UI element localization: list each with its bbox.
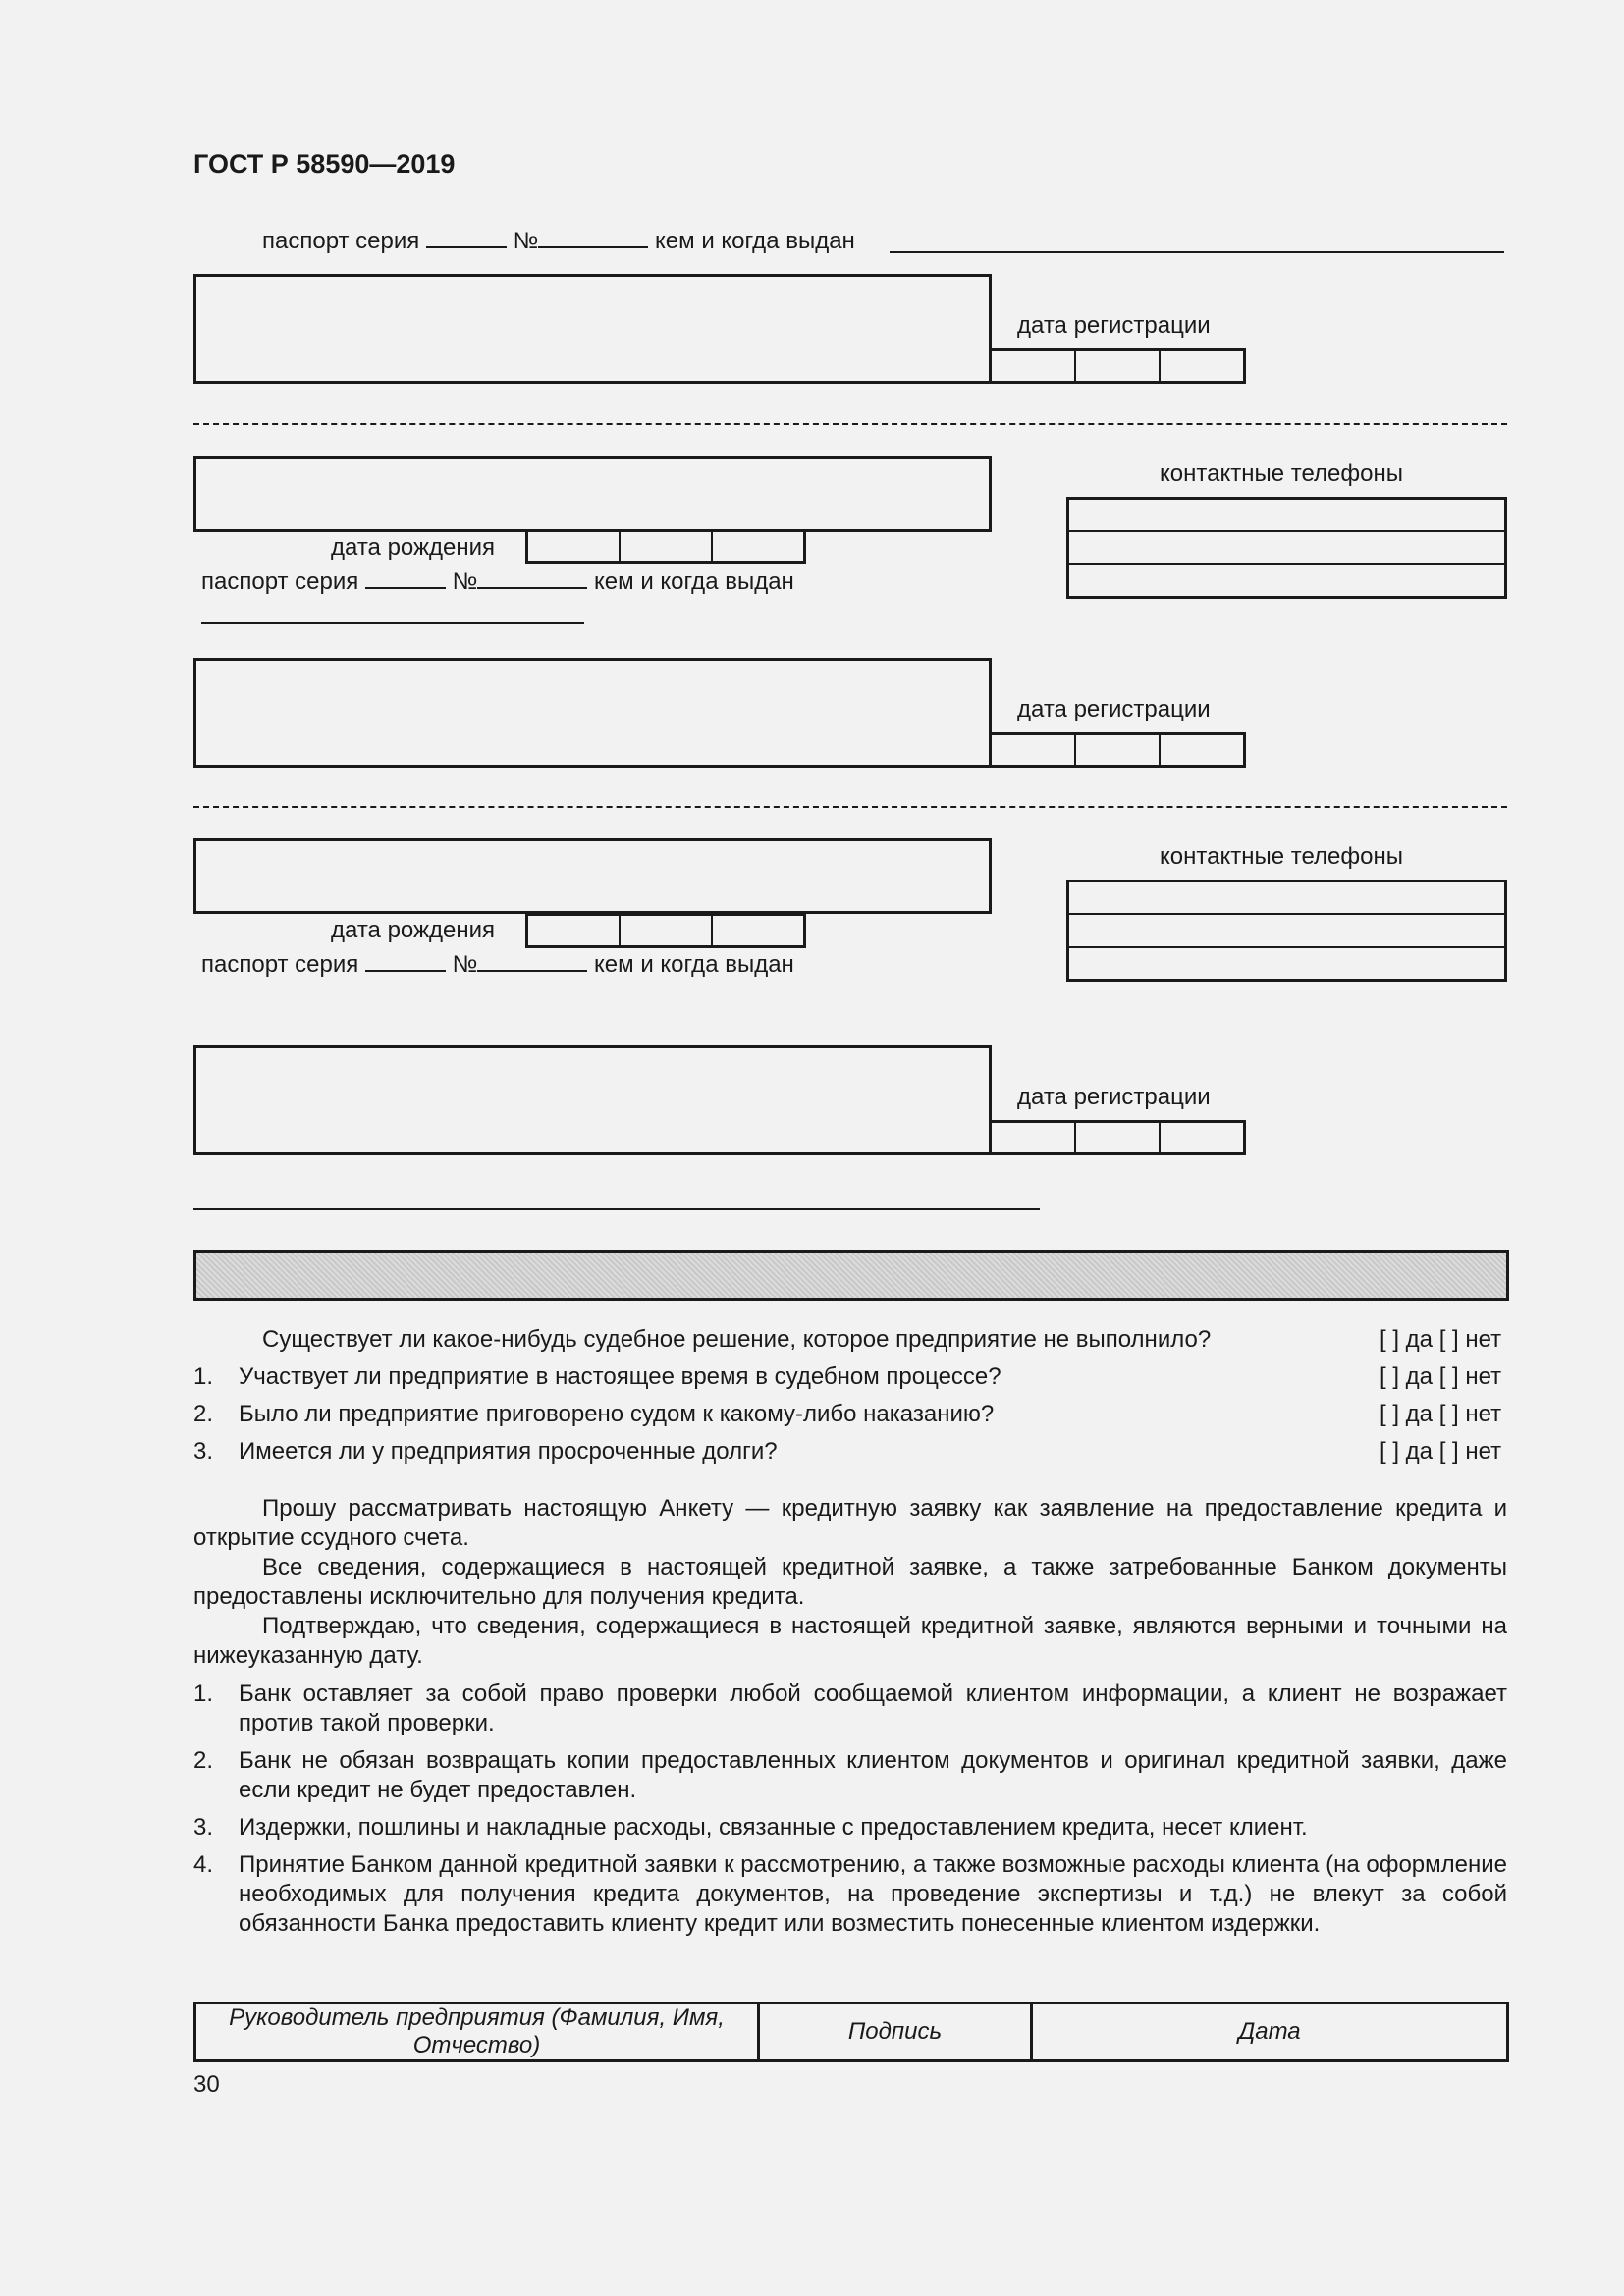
statement-list-item bbox=[193, 1813, 1507, 1842]
registration-date-label: дата регистрации bbox=[1017, 696, 1211, 722]
answer-yes-no[interactable]: [ ] да [ ] нет bbox=[1380, 1438, 1502, 1465]
passport-issued-label: кем и когда выдан bbox=[594, 951, 794, 978]
passport-issued-label: кем и когда выдан bbox=[655, 228, 855, 254]
registration-date-cells[interactable] bbox=[989, 348, 1246, 384]
passport-line bbox=[262, 227, 855, 255]
shaded-section-header bbox=[193, 1250, 1509, 1301]
signature-date-cell[interactable]: Дата bbox=[1032, 2003, 1508, 2061]
passport-line bbox=[201, 567, 794, 596]
statement-list-item bbox=[193, 1746, 1507, 1805]
question-number: 3. bbox=[193, 1438, 214, 1465]
passport-issued-field[interactable] bbox=[201, 622, 584, 624]
registration-date-label: дата регистрации bbox=[1017, 1084, 1211, 1110]
contact-phones-label: контактные телефоны bbox=[1160, 460, 1403, 487]
passport-number-field[interactable] bbox=[477, 950, 587, 972]
birth-date-label: дата рождения bbox=[331, 534, 496, 561]
statement-list-item bbox=[193, 1680, 1507, 1738]
list-number: 4. bbox=[193, 1851, 214, 1878]
passport-number-field[interactable] bbox=[538, 227, 648, 248]
passport-series-field[interactable] bbox=[365, 950, 446, 972]
question-text: Участвует ли предприятие в настоящее время в судебном процессе? bbox=[239, 1363, 1001, 1390]
list-text: Издержки, пошлины и накладные расходы, связанные с предоставлением кредита, несет клиент. bbox=[239, 1814, 1308, 1841]
document-code: ГОСТ Р 58590—2019 bbox=[193, 149, 456, 179]
signature-sign-cell[interactable]: Подпись bbox=[759, 2003, 1032, 2061]
list-number: 3. bbox=[193, 1814, 214, 1841]
name-box[interactable] bbox=[193, 838, 992, 914]
statement-paragraph: Прошу рассматривать настоящую Анкету — кредитную заявку как заявление на предоставление кредита и открытие ссудного счета. bbox=[193, 1495, 1507, 1551]
birth-date-cells[interactable] bbox=[525, 529, 806, 564]
passport-number-label: № bbox=[452, 568, 478, 595]
passport-number-field[interactable] bbox=[477, 567, 587, 589]
list-text: Банк оставляет за собой право проверки любой сообщаемой клиентом информации, а клиент не возражает против такой проверки. bbox=[239, 1681, 1507, 1736]
contact-phones-table[interactable] bbox=[1066, 880, 1507, 982]
passport-series-label: паспорт серия bbox=[201, 951, 359, 978]
passport-number-label: № bbox=[452, 951, 478, 978]
passport-series-field[interactable] bbox=[365, 567, 446, 589]
contact-phones-label: контактные телефоны bbox=[1160, 843, 1403, 870]
statement-paragraph: Подтверждаю, что сведения, содержащиеся в настоящей кредитной заявке, являются верными и точными на нижеуказанную дату. bbox=[193, 1613, 1507, 1669]
address-box[interactable] bbox=[193, 658, 992, 768]
section-divider bbox=[193, 806, 1507, 808]
signature-head-cell[interactable]: Руководитель предприятия (Фамилия, Имя, Отчество) bbox=[195, 2003, 759, 2061]
birth-date-cells[interactable] bbox=[525, 913, 806, 948]
list-text: Банк не обязан возвращать копии предоставленных клиентом документов и оригинал кредитной заявки, даже если кредит не будет предоставлен. bbox=[239, 1747, 1507, 1803]
contact-phones-table[interactable] bbox=[1066, 497, 1507, 599]
registration-date-cells[interactable] bbox=[989, 1120, 1246, 1155]
signature-line[interactable] bbox=[193, 1208, 1040, 1210]
passport-issued-label: кем и когда выдан bbox=[594, 568, 794, 595]
passport-issued-field[interactable] bbox=[890, 251, 1504, 253]
answer-yes-no[interactable]: [ ] да [ ] нет bbox=[1380, 1363, 1502, 1390]
section-divider bbox=[193, 423, 1507, 425]
question-text: Имеется ли у предприятия просроченные долги? bbox=[239, 1438, 778, 1465]
birth-date-label: дата рождения bbox=[331, 917, 496, 943]
question-number: 1. bbox=[193, 1363, 214, 1390]
statement-list-item bbox=[193, 1850, 1507, 1939]
passport-series-label: паспорт серия bbox=[201, 568, 359, 595]
answer-yes-no[interactable]: [ ] да [ ] нет bbox=[1380, 1326, 1502, 1353]
page-number: 30 bbox=[193, 2071, 220, 2098]
passport-series-field[interactable] bbox=[426, 227, 507, 248]
question-intro: Существует ли какое-нибудь судебное решение, которое предприятие не выполнило? bbox=[262, 1326, 1212, 1353]
answer-yes-no[interactable]: [ ] да [ ] нет bbox=[1380, 1401, 1502, 1427]
passport-number-label: № bbox=[513, 228, 539, 254]
list-text: Принятие Банком данной кредитной заявки к рассмотрению, а также возможные расходы клиента (на оформление необходимых для получения кредита документов, на проведение экспертизы и т.д.) не влекут за собой обязанности Банка предоставить клиенту кредит или возместить понесенные клиентом издержки. bbox=[239, 1851, 1507, 1937]
passport-series-label: паспорт серия bbox=[262, 228, 420, 254]
list-number: 1. bbox=[193, 1681, 214, 1707]
passport-line bbox=[201, 950, 794, 979]
signature-table bbox=[193, 2002, 1509, 2062]
address-box[interactable] bbox=[193, 274, 992, 384]
registration-date-cells[interactable] bbox=[989, 732, 1246, 768]
list-number: 2. bbox=[193, 1747, 214, 1774]
address-box[interactable] bbox=[193, 1045, 992, 1155]
question-text: Было ли предприятие приговорено судом к какому-либо наказанию? bbox=[239, 1401, 995, 1427]
registration-date-label: дата регистрации bbox=[1017, 312, 1211, 339]
question-number: 2. bbox=[193, 1401, 214, 1427]
statement-paragraph: Все сведения, содержащиеся в настоящей кредитной заявке, а также затребованные Банком документы предоставлены исключительно для получения кредита. bbox=[193, 1554, 1507, 1610]
name-box[interactable] bbox=[193, 456, 992, 532]
